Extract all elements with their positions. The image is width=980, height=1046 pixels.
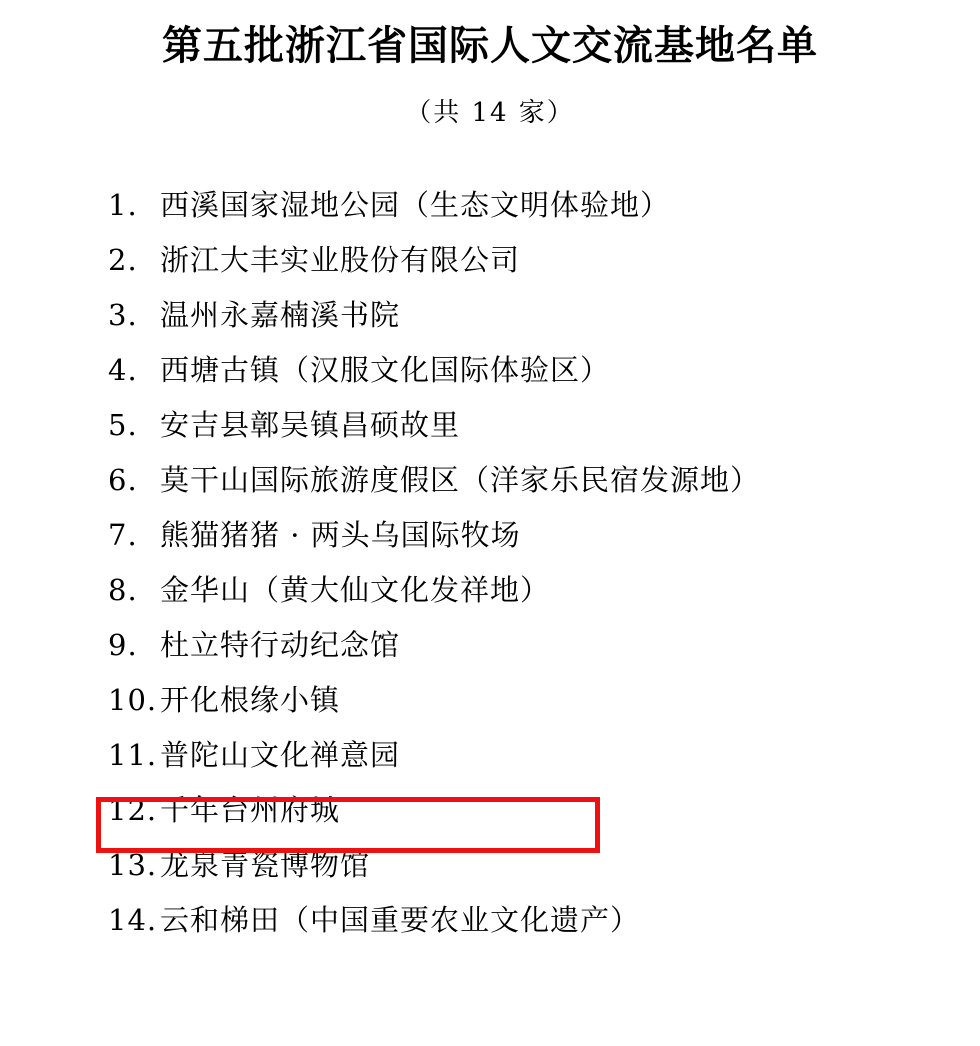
list-item-label: 浙江大丰实业股份有限公司 (160, 243, 521, 277)
list-item-label: 开化根缘小镇 (160, 683, 341, 717)
list-item-number: 4. (108, 353, 138, 387)
list-item-label: 金华山（黄大仙文化发祥地） (160, 573, 551, 607)
list-item-number: 6. (108, 463, 138, 497)
list-item-number: 13. (108, 848, 158, 882)
list-item (108, 683, 980, 741)
list-item (108, 738, 980, 796)
list-item-number: 3. (108, 298, 138, 332)
base-list (0, 188, 980, 961)
list-item-label: 云和梯田（中国重要农业文化遗产） (160, 903, 641, 937)
list-item (108, 408, 980, 466)
list-item (108, 243, 980, 301)
list-item-number: 8. (108, 573, 138, 607)
page-title: 第五批浙江省国际人文交流基地名单 (162, 22, 818, 69)
list-item-number: 12. (108, 793, 158, 827)
list-item-number: 1. (108, 188, 138, 222)
list-item (108, 573, 980, 631)
list-item (108, 628, 980, 686)
list-item (108, 353, 980, 411)
list-item (108, 463, 980, 521)
list-item-label: 龙泉青瓷博物馆 (160, 848, 371, 882)
list-item-number: 7. (108, 518, 138, 552)
list-item-label: 安吉县鄣吴镇昌硕故里 (160, 408, 461, 442)
list-item (108, 298, 980, 356)
list-item (108, 518, 980, 576)
list-item-highlighted (108, 793, 980, 851)
list-item (108, 903, 980, 961)
list-item-number: 5. (108, 408, 138, 442)
list-item-label: 西塘古镇（汉服文化国际体验区） (160, 353, 611, 387)
list-item-number: 14. (108, 903, 158, 937)
list-item-label: 熊猫猪猪 · 两头乌国际牧场 (160, 518, 521, 552)
list-item-number: 11. (108, 738, 158, 772)
document-page (0, 22, 980, 1046)
list-item-label: 普陀山文化禅意园 (160, 738, 401, 772)
list-item-number: 10. (108, 683, 158, 717)
list-item-label: 千年台州府城 (160, 793, 341, 827)
page-subtitle: （共 14 家） (405, 98, 575, 128)
list-item-label: 西溪国家湿地公园（生态文明体验地） (160, 188, 671, 222)
list-item (108, 188, 980, 246)
list-item-label: 莫干山国际旅游度假区（洋家乐民宿发源地） (160, 463, 761, 497)
list-item (108, 848, 980, 906)
list-item-number: 9. (108, 628, 138, 662)
list-item-label: 温州永嘉楠溪书院 (160, 298, 401, 332)
list-item-label: 杜立特行动纪念馆 (160, 628, 401, 662)
list-item-number: 2. (108, 243, 138, 277)
